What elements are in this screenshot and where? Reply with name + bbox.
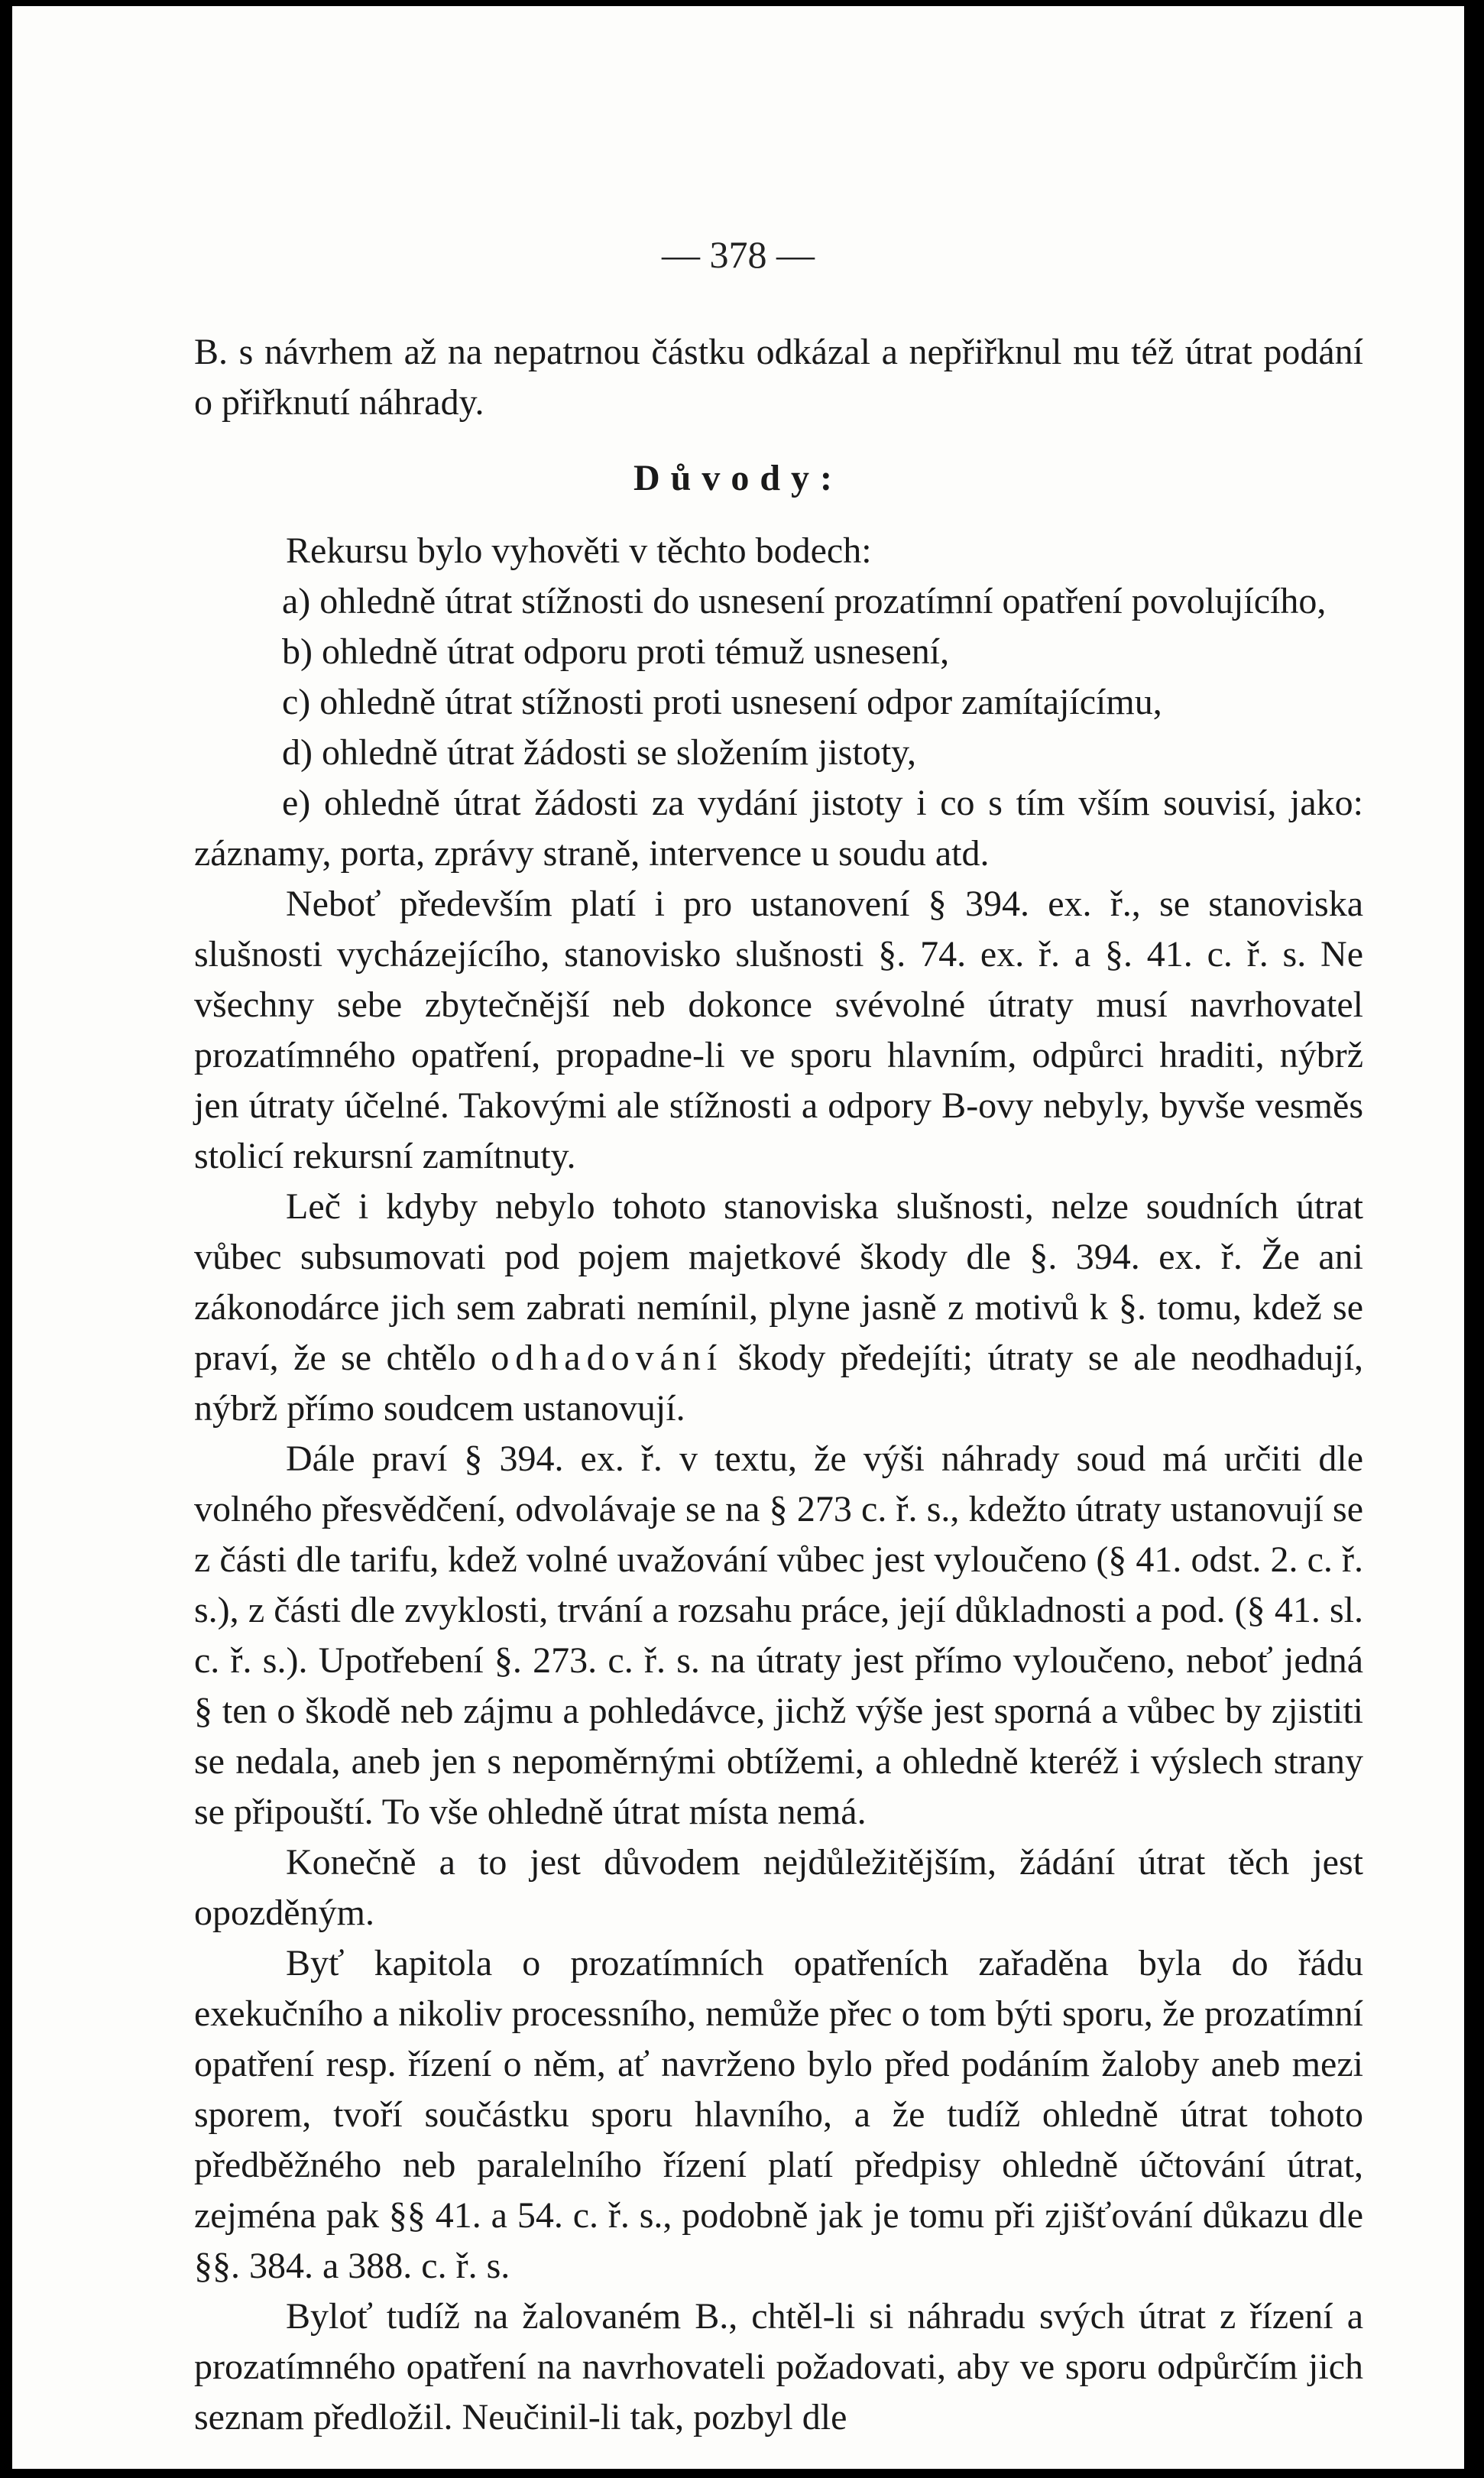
paragraph-6: Byloť tudíž na žalovaném B., chtěl-li si náhradu svých útrat z řízení a prozatímného opatření na navrhovateli požadovati, aby ve sporu odpůrčím jich seznam předložil. Neučinil-li tak, pozbyl dle (194, 2296, 1363, 2437)
paragraph-2 (194, 1182, 1363, 1434)
intro-block (194, 327, 1363, 428)
page (12, 6, 1464, 2469)
intro-paragraph: B. s návrhem až na nepatrnou částku odkázal a nepřiřknul mu též útrat podání o přiřknutí náhrady. (194, 332, 1363, 423)
list-item-d: d) ohledně útrat žádosti se složením jistoty, (282, 732, 917, 773)
list-item-e: e) ohledně útrat žádosti za vydání jistoty i co s tím vším souvisí, jako: záznamy, porta, zprávy straně, intervence u soudu atd. (194, 783, 1363, 874)
paragraph-3: Dále praví § 394. ex. ř. v textu, že výši náhrady soud má určiti dle volného přesvědčení, odvolávaje se na § 273 c. ř. s., kdežto útraty ustanovují se z části dle tarifu, kdež volné uvažování vůbec jest vyloučeno (§ 41. odst. 2. c. ř. s.), z části dle zvyklosti, trvání a rozsahu práce, její důkladnosti a pod. (§ 41. sl. c. ř. s.). Upotřebení §. 273. c. ř. s. na útraty jest přímo vyloučeno, neboť jedná § ten o škodě neb zájmu a pohledávce, jichž výše jest sporná a vůbec by zjistiti se nedala, aneb jen s nepoměrnými obtížemi, a ohledně kteréž i výslech strany se připouští. To vše ohledně útrat místa nemá. (194, 1438, 1363, 1832)
list-item-a: a) ohledně útrat stížnosti do usnesení prozatímní opatření povolujícího, (282, 581, 1327, 621)
paragraph-4: Konečně a to jest důvodem nejdůležitějším, žádání útrat těch jest opozděným. (194, 1842, 1363, 1933)
paragraph-5: Byť kapitola o prozatímních opatřeních zařaděna byla do řádu exekučního a nikoliv processního, nemůže přec o tom býti sporu, že prozatímní opatření resp. řízení o něm, ať navrženo bylo před podáním žaloby aneb mezi sporem, tvoří součástku sporu hlavního, a že tudíž ohledně útrat tohoto předběžného neb paralelního řízení platí předpisy ohledně účtování útrat, zejména pak §§ 41. a 54. c. ř. s., podobně jak je tomu při zjišťování důkazu dle §§. 384. a 388. c. ř. s. (194, 1943, 1363, 2286)
section-heading: Důvody: (633, 458, 844, 498)
list-item-b: b) ohledně útrat odporu proti témuž usnesení, (282, 631, 950, 672)
paragraph-1: Neboť především platí i pro ustanovení § 394. ex. ř., se stanoviska slušnosti vycházejícího, stanovisko slušnosti §. 74. ex. ř. a §. 41. c. ř. s. Ne všechny sebe zbytečnější neb dokonce svévolné útraty musí navrhovatel prozatímného opatření, propadne-li ve sporu hlavním, odpůrci hraditi, nýbrž jen útraty účelné. Takovými ale stížnosti a odpory B-ovy nebyly, byvše vesměs stolicí rekursní zamítnuty. (194, 884, 1363, 1176)
list-item-c: c) ohledně útrat stížnosti proti usnesení odpor zamítajícímu, (282, 682, 1162, 722)
page-number: — 378 — (662, 233, 815, 276)
paragraph-2-spaced: odhadování (491, 1338, 724, 1378)
rekurs-intro: Rekursu bylo vyhověti v těchto bodech: (286, 530, 872, 571)
paragraph-2-part-b: škody předejíti; útraty se ale neodhadují, nýbrž přímo soudcem ustanovují. (194, 1338, 1364, 1429)
paragraph-2-part-a: Leč i kdyby nebylo tohoto stanoviska slušnosti, nelze soudních útrat vůbec subsumovati pod pojem majetkové škody dle §. 394. ex. ř. Že ani zákonodárce jich sem zabrati nemínil, plyne jasně z motivů k §. tomu, kdež se praví, že se chtělo (194, 1186, 1363, 1378)
main-text (194, 526, 1363, 2443)
